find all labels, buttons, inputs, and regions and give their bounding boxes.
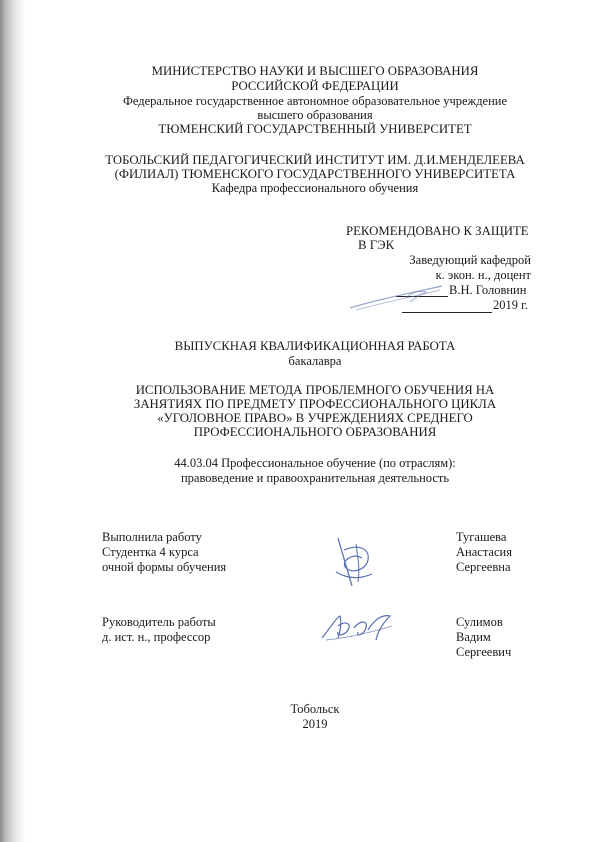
supervisor-label-2: д. ист. н., профессор xyxy=(102,630,211,644)
approval-position: Заведующий кафедрой xyxy=(409,253,531,267)
specialty-line-2: правоведение и правоохранительная деятельность xyxy=(180,471,450,485)
author-label-1: Выполнила работу xyxy=(102,530,202,544)
footer-year: 2019 xyxy=(302,717,328,731)
supervisor-surname: Сулимов xyxy=(456,615,503,629)
approval-line-1: РЕКОМЕНДОВАНО К ЗАЩИТЕ xyxy=(346,224,529,238)
author-surname: Тугашева xyxy=(456,530,507,544)
author-signature-image xyxy=(330,530,380,590)
supervisor-patronymic: Сергеевич xyxy=(456,645,512,659)
supervisor-signature-image xyxy=(318,610,398,646)
work-title-line-3: «УГОЛОВНОЕ ПРАВО» В УЧРЕЖДЕНИЯХ СРЕДНЕГО xyxy=(157,411,473,425)
author-label-2: Студентка 4 курса xyxy=(102,545,199,559)
institution-type-line-1: Федеральное государственное автономное образовательное учреждение xyxy=(122,94,508,108)
institute-line-1: ТОБОЛЬСКИЙ ПЕДАГОГИЧЕСКИЙ ИНСТИТУТ ИМ. Д.И.МЕНДЕЛЕЕВА xyxy=(105,153,525,167)
institute-line-2: (ФИЛИАЛ) ТЮМЕНСКОГО ГОСУДАРСТВЕННОГО УНИВЕРСИТЕТА xyxy=(114,167,516,181)
university-name: ТЮМЕНСКИЙ ГОСУДАРСТВЕННЫЙ УНИВЕРСИТЕТ xyxy=(158,122,472,136)
work-title-line-2: ЗАНЯТИЯХ ПО ПРЕДМЕТУ ПРОФЕССИОНАЛЬНОГО ЦИКЛА xyxy=(133,397,497,411)
supervisor-label-1: Руководитель работы xyxy=(102,615,216,629)
footer-city: Тобольск xyxy=(290,702,340,716)
approval-degree: к. экон. н., доцент xyxy=(435,268,531,282)
author-patronymic: Сергеевна xyxy=(456,560,511,574)
work-title-line-1: ИСПОЛЬЗОВАНИЕ МЕТОДА ПРОБЛЕМНОГО ОБУЧЕНИЯ НА xyxy=(135,383,495,397)
head-signature-image xyxy=(346,280,446,316)
department-name: Кафедра профессионального обучения xyxy=(211,181,419,195)
supervisor-first-name: Вадим xyxy=(456,630,491,644)
ministry-line-2: РОССИЙСКОЙ ФЕДЕРАЦИИ xyxy=(231,79,399,93)
institution-type-line-2: высшего образования xyxy=(257,108,373,122)
author-label-3: очной формы обучения xyxy=(102,560,227,574)
approval-year: 2019 г. xyxy=(493,298,528,312)
work-type: ВЫПУСКНАЯ КВАЛИФИКАЦИОННАЯ РАБОТА xyxy=(174,339,456,353)
scan-edge-shadow xyxy=(0,0,26,842)
work-level: бакалавра xyxy=(288,354,342,368)
approval-name: В.Н. Головнин xyxy=(449,283,527,297)
approval-line-2: В ГЭК xyxy=(358,238,395,252)
specialty-line-1: 44.03.04 Профессиональное обучение (по отраслям): xyxy=(174,456,456,470)
ministry-line-1: МИНИСТЕРСТВО НАУКИ И ВЫСШЕГО ОБРАЗОВАНИЯ xyxy=(151,64,479,78)
work-title-line-4: ПРОФЕССИОНАЛЬНОГО ОБРАЗОВАНИЯ xyxy=(193,425,437,439)
author-first-name: Анастасия xyxy=(456,545,512,559)
